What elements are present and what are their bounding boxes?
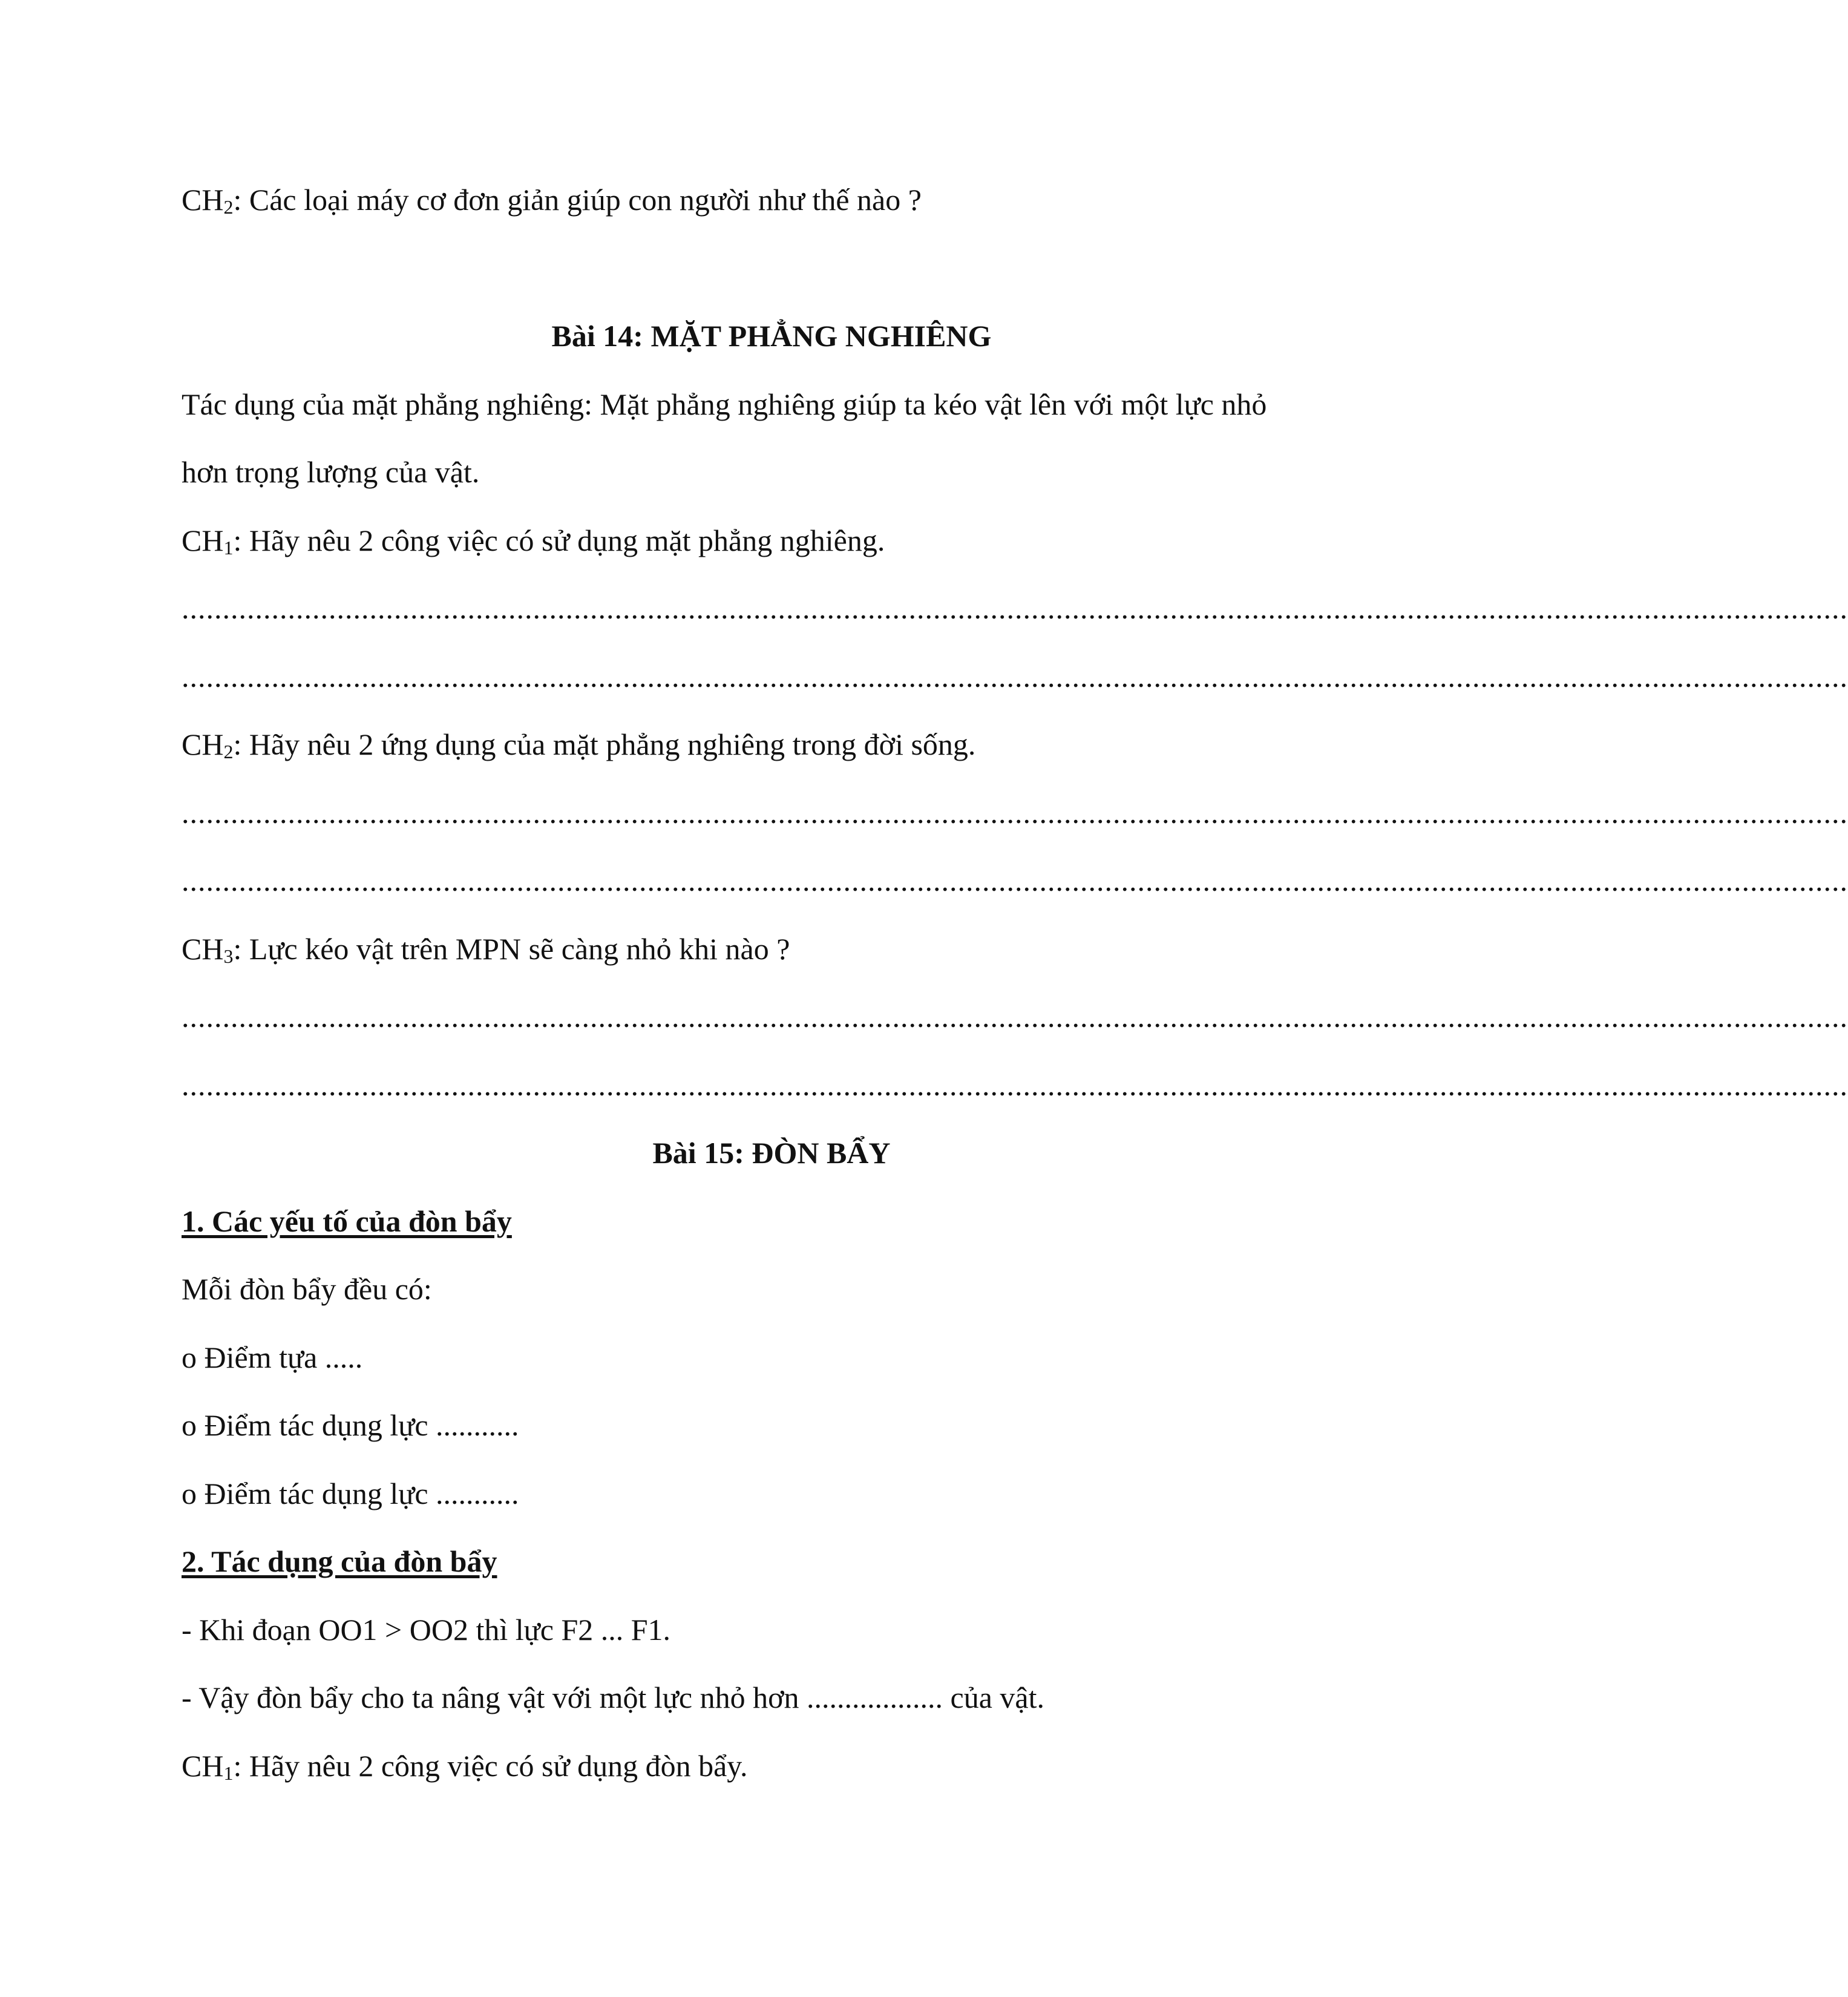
question-label: CH xyxy=(182,727,224,761)
question-number: 1 xyxy=(223,537,234,559)
question-number: 3 xyxy=(223,945,234,967)
bai15-line-1: - Khi đoạn OO1 > OO2 thì lực F2 ... F1. xyxy=(182,1613,671,1647)
bai14-question-3 xyxy=(182,931,790,967)
question-label: CH xyxy=(182,1749,224,1783)
list-item: o Điểm tác dụng lực ........... xyxy=(182,1408,519,1442)
question-text: : Lực kéo vật trên MPN sẽ càng nhỏ khi nào ? xyxy=(233,932,790,966)
question-label: CH xyxy=(182,183,224,217)
answer-line[interactable]: ............................................................................................................................................................................................................ xyxy=(182,660,1848,694)
question-number: 2 xyxy=(223,741,234,762)
bai15-section-1-heading: 1. Các yếu tố của đòn bẩy xyxy=(182,1204,512,1238)
question-text: : Hãy nêu 2 công việc có sử dụng mặt phẳng nghiêng. xyxy=(233,523,885,557)
bai14-question-2 xyxy=(182,726,975,762)
answer-line[interactable]: ............................................................................................................................................................................................................ xyxy=(182,1068,1848,1102)
bai14-title: Bài 14: MẶT PHẲNG NGHIÊNG xyxy=(551,319,992,353)
list-item: o Điểm tác dụng lực ........... xyxy=(182,1477,519,1510)
bai14-desc-line2: hơn trọng lượng của vật. xyxy=(182,455,480,489)
question-label: CH xyxy=(182,932,224,966)
question-text: : Các loại máy cơ đơn giản giúp con người như thế nào ? xyxy=(233,183,922,217)
answer-line[interactable]: ............................................................................................................................................................................................................ xyxy=(182,591,1848,625)
answer-line[interactable]: ............................................................................................................................................................................................................ xyxy=(182,864,1848,897)
bai15-line-2: - Vậy đòn bẩy cho ta nâng vật với một lực nhỏ hơn .................. của vật. xyxy=(182,1681,1045,1714)
question-text: : Hãy nêu 2 công việc có sử dụng đòn bẩy. xyxy=(233,1749,748,1783)
question-prev xyxy=(182,182,922,218)
answer-line[interactable]: ............................................................................................................................................................................................................ xyxy=(182,1000,1848,1034)
bai15-intro: Mỗi đòn bẩy đều có: xyxy=(182,1272,432,1306)
question-number: 1 xyxy=(223,1762,234,1784)
answer-line[interactable]: ............................................................................................................................................................................................................ xyxy=(182,796,1848,830)
bai15-question-1 xyxy=(182,1748,748,1784)
bai14-desc-line1: Tác dụng của mặt phẳng nghiêng: Mặt phẳng nghiêng giúp ta kéo vật lên với một lực nhỏ xyxy=(182,387,1267,421)
list-item: o Điểm tựa ..... xyxy=(182,1340,363,1374)
bai15-section-2-heading: 2. Tác dụng của đòn bẩy xyxy=(182,1544,497,1578)
bai15-title: Bài 15: ĐÒN BẨY xyxy=(652,1136,891,1170)
bai14-question-1 xyxy=(182,522,885,559)
question-number: 2 xyxy=(223,196,234,218)
question-text: : Hãy nêu 2 ứng dụng của mặt phẳng nghiêng trong đời sống. xyxy=(233,727,976,761)
question-label: CH xyxy=(182,523,224,557)
